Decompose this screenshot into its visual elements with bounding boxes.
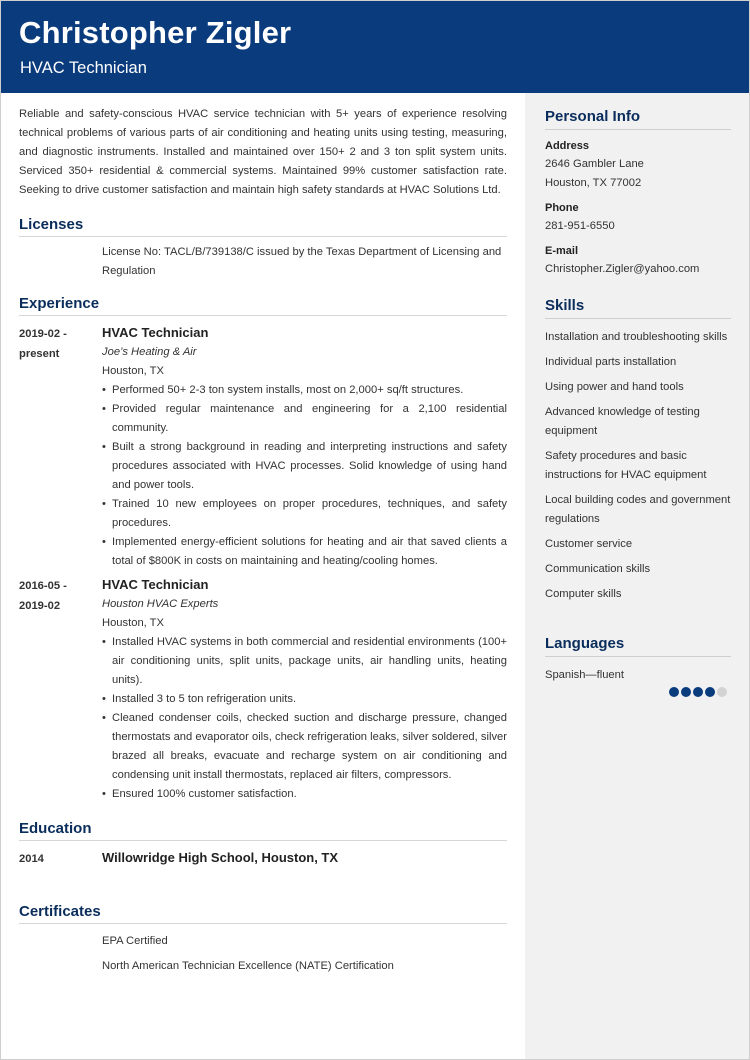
- email-label: E-mail: [545, 245, 579, 257]
- skill-item: Local building codes and government regulations: [545, 494, 731, 525]
- job-bullet: • Installed 3 to 5 ton refrigeration units.: [102, 690, 507, 709]
- level-dot-empty: [717, 687, 727, 697]
- job-title: HVAC Technician: [102, 325, 209, 340]
- job-title: HVAC Technician: [102, 577, 209, 592]
- languages-heading: Languages: [545, 635, 731, 657]
- job-bullet: • Performed 50+ 2-3 ton system installs, most on 2,000+ sq/ft structures.: [102, 381, 507, 400]
- job-bullet: • Implemented energy-efficient solutions for heating and air that saved clients a total of $800K in costs on maintaining and heating/cooling homes.: [102, 533, 507, 571]
- profile-summary: Reliable and safety-conscious HVAC service technician with 5+ years of experience resolving technical problems of various parts of air conditioning and heating units using testing, measuring, and diagnostic instruments. Installed and maintained over 150+ 2 and 3 ton split system units. Serviced 350+ residential & commercial systems. Maintained 99% customer satisfaction rate. Seeking to drive customer satisfaction and maintain high safety standards at HVAC Solutions Ltd.: [19, 108, 507, 196]
- job-location: Houston, TX: [102, 365, 164, 377]
- skills-section: [545, 297, 731, 610]
- level-dot-filled: [669, 687, 679, 697]
- job-bullet: • Provided regular maintenance and engineering for a 2,100 residential community.: [102, 400, 507, 438]
- level-dot-filled: [693, 687, 703, 697]
- experience-heading: Experience: [19, 295, 507, 316]
- personal-info-section: [545, 108, 731, 279]
- language-level-rating: [669, 687, 727, 697]
- job-entry-2: [19, 576, 507, 804]
- education-heading: Education: [19, 820, 507, 841]
- job-bullet: • Built a strong background in reading and interpreting instructions and safety procedures associated with HVAC processes. Solid knowledge of using hand and power tools.: [102, 438, 507, 495]
- address-line-1: 2646 Gambler Lane: [545, 158, 644, 170]
- skill-item: Using power and hand tools: [545, 381, 684, 393]
- certificate-item: EPA Certified: [102, 935, 168, 947]
- address-label: Address: [545, 140, 590, 152]
- licenses-heading: Licenses: [19, 216, 507, 237]
- license-item: License No: TACL/B/739138/C issued by the Texas Department of Licensing and Regulation: [102, 246, 502, 277]
- education-entry: [19, 849, 507, 867]
- education-date: 2014: [19, 853, 44, 865]
- job-location: Houston, TX: [102, 617, 164, 629]
- certificates-section: [19, 903, 507, 976]
- experience-section: [19, 295, 507, 804]
- candidate-name: Christopher Zigler: [19, 15, 292, 50]
- language-item: Spanish—fluent: [545, 669, 624, 681]
- job-company: Houston HVAC Experts: [102, 598, 219, 610]
- skill-item: Customer service: [545, 538, 633, 550]
- level-dot-filled: [681, 687, 691, 697]
- languages-section: [545, 635, 731, 685]
- job-bullets: [102, 633, 507, 804]
- address-line-2: Houston, TX 77002: [545, 177, 642, 189]
- job-company: Joe’s Heating & Air: [102, 346, 197, 358]
- skill-item: Individual parts installation: [545, 356, 677, 368]
- education-school: Willowridge High School, Houston, TX: [102, 850, 339, 865]
- phone-value: 281-951-6550: [545, 220, 615, 232]
- skill-item: Communication skills: [545, 563, 651, 575]
- job-bullet: • Cleaned condenser coils, checked suction and discharge pressure, changed thermostats and evaporator oils, check refrigeration leaks, silver soldered, silver brazed all breaks, evacuate and recharge system on air conditioning and condensing unit install thermostats, replaced air filters, compressors.: [102, 709, 507, 785]
- job-bullets: [102, 381, 507, 571]
- phone-label: Phone: [545, 202, 579, 214]
- education-section: [19, 820, 507, 867]
- candidate-role: HVAC Technician: [20, 59, 147, 77]
- resume-header: [1, 1, 749, 93]
- job-bullet: • Trained 10 new employees on proper procedures, techniques, and safety procedures.: [102, 495, 507, 533]
- job-entry-1: [19, 324, 507, 571]
- skills-heading: Skills: [545, 297, 731, 319]
- personal-info-heading: Personal Info: [545, 108, 731, 130]
- job-date: 2019-02 - present: [19, 328, 67, 360]
- certificate-item: North American Technician Excellence (NATE) Certification: [102, 960, 394, 972]
- skill-item: Installation and troubleshooting skills: [545, 331, 728, 343]
- level-dot-filled: [705, 687, 715, 697]
- certificates-heading: Certificates: [19, 903, 507, 924]
- email-value: Christopher.Zigler@yahoo.com: [545, 263, 700, 275]
- job-bullet: • Installed HVAC systems in both commercial and residential environments (100+ air conditioning units, split units, package units, air handling units, heating units).: [102, 633, 507, 690]
- skill-item: Safety procedures and basic instructions for HVAC equipment: [545, 450, 707, 481]
- skill-item: Computer skills: [545, 588, 622, 600]
- job-date: 2016-05 - 2019-02: [19, 580, 67, 612]
- job-bullet: • Ensured 100% customer satisfaction.: [102, 785, 507, 804]
- skill-item: Advanced knowledge of testing equipment: [545, 406, 700, 437]
- main-column: [19, 105, 507, 976]
- licenses-section: [19, 216, 507, 281]
